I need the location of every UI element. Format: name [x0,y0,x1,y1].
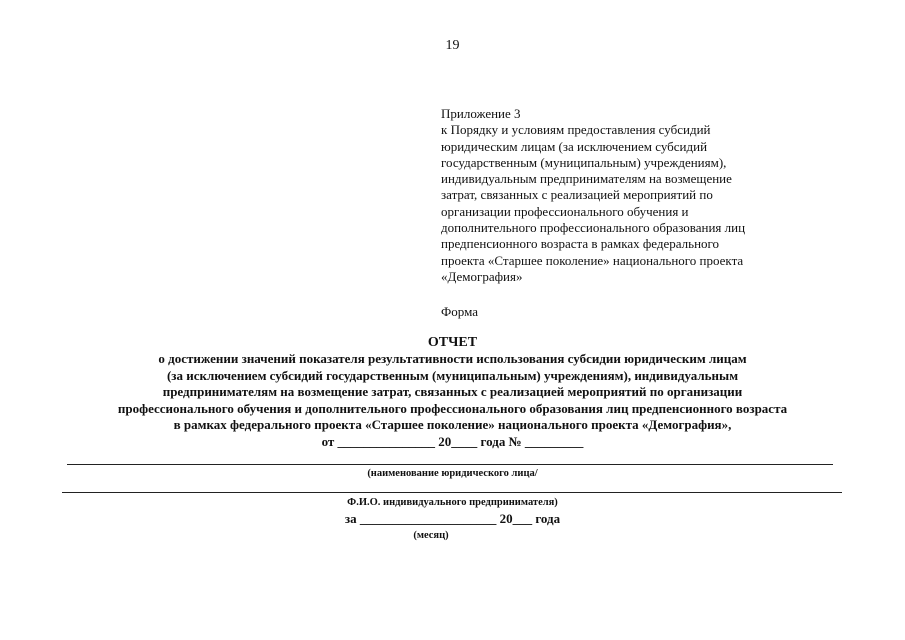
report-line: профессионального обучения и дополнительного профессионального образования лиц предпенсионного возраста [117,400,788,416]
report-line: предпринимателям на возмещение затрат, связанных с реализацией мероприятий по организации [162,384,743,400]
appendix-line: индивидуальным предпринимателям на возмещение [441,171,732,187]
appendix-line: «Демография» [441,268,523,284]
appendix-line: государственным (муниципальным) учреждениям), [441,154,727,170]
report-line: о достижении значений показателя результативности использования субсидии юридическим лицам [158,351,747,366]
appendix-line: дополнительного профессионального образования лиц [441,220,746,236]
legal-entity-name-rule [67,464,833,465]
appendix-line: юридическим лицам (за исключением субсидий [441,138,708,154]
form-label: Форма [441,304,478,319]
report-line: (за исключением субсидий государственным (муниципальным) учреждениям), индивидуальным [166,367,739,383]
report-date-line: от _______________ 20____ года № _________ [321,433,584,449]
appendix-line: затрат, связанных с реализацией мероприятий по [441,187,713,203]
month-caption: (месяц) [413,530,449,541]
period-line: за _____________________ 20___ года [344,511,561,526]
appendix-block [441,106,841,285]
appendix-line: Приложение 3 [441,106,521,121]
report-heading [0,334,905,451]
page-number: 19 [445,38,460,53]
appendix-line: к Порядку и условиям предоставления субсидий [441,122,711,138]
appendix-line: предпенсионного возраста в рамках федерального [441,236,720,252]
appendix-line: проекта «Старшее поколение» национального проекта [441,252,744,268]
legal-entity-caption: (наименование юридического лица/ [367,468,538,479]
report-title: ОТЧЕТ [427,335,478,350]
report-line: в рамках федерального проекта «Старшее поколение» национального проекта «Демография», [173,417,732,433]
entrepreneur-caption: Ф.И.О. индивидуального предпринимателя) [347,497,558,508]
entrepreneur-name-rule [62,492,842,493]
appendix-line: организации профессионального обучения и [441,203,689,219]
